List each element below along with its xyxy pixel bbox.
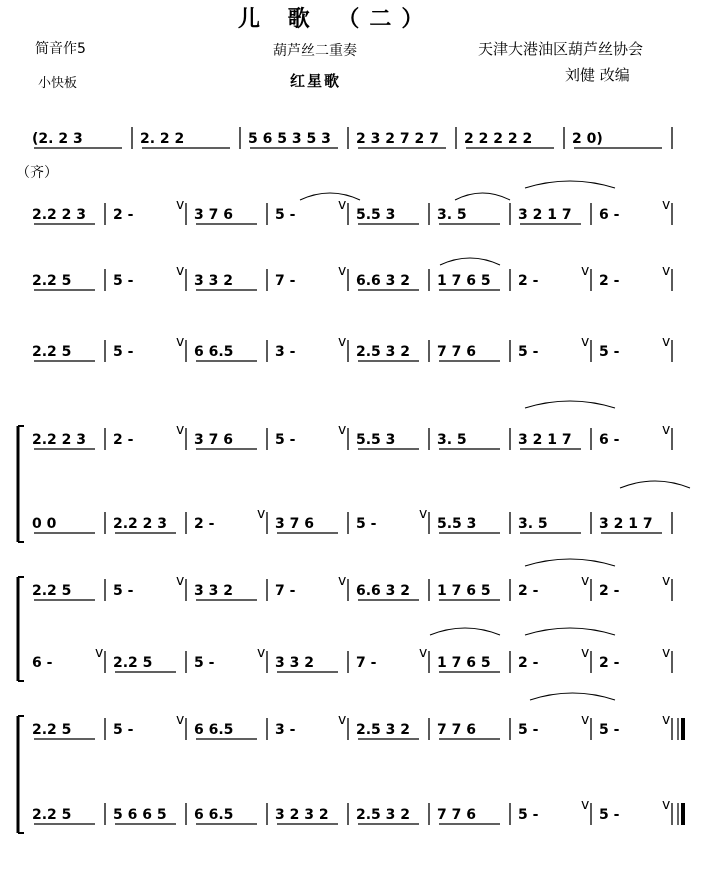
measure-notes: 3 3 2 xyxy=(194,583,233,599)
measure-notes: 5 - xyxy=(599,807,620,823)
measure-notes: 5 - xyxy=(275,207,296,223)
ensemble-label: 葫芦丝二重奏 xyxy=(273,43,357,59)
breath-mark: v xyxy=(662,334,671,350)
measure-notes: 2. 2 2 xyxy=(140,131,185,147)
breath-mark: v xyxy=(176,263,185,279)
measure-notes: 2.2 5 xyxy=(32,344,72,360)
measure-notes: 6.6 3 2 xyxy=(356,583,411,599)
measure-notes: 7 7 6 xyxy=(437,344,476,360)
measure-notes: 7 - xyxy=(275,583,296,599)
measure-notes: 2 - xyxy=(518,655,539,671)
measure-notes: 6.6 3 2 xyxy=(356,273,411,289)
measure-notes: 2 - xyxy=(599,655,620,671)
measure-notes: 7 - xyxy=(356,655,377,671)
measure-notes: 3 3 2 xyxy=(275,655,314,671)
measure-notes: 2 - xyxy=(194,516,215,532)
breath-mark: v xyxy=(662,712,671,728)
measure-notes: 0 0 xyxy=(32,516,57,532)
measure-notes: 5 - xyxy=(599,722,620,738)
key-signature: 简音作5 xyxy=(35,41,86,57)
breath-mark: v xyxy=(662,197,671,213)
arranger-credit: 刘健 改编 xyxy=(565,66,630,84)
breath-mark: v xyxy=(176,422,185,438)
breath-mark: v xyxy=(338,712,347,728)
measure-notes: 2.2 5 xyxy=(32,722,72,738)
breath-mark: v xyxy=(581,797,590,813)
measure-notes: 5 - xyxy=(113,583,134,599)
measure-notes: 5 - xyxy=(275,432,296,448)
measure-notes: (2. 2 3 xyxy=(32,131,83,147)
slur xyxy=(620,481,690,488)
measure-notes: 2 0) xyxy=(572,131,603,147)
measure-notes: 2 2 2 2 2 xyxy=(464,131,533,147)
organization: 天津大港油区葫芦丝协会 xyxy=(478,40,644,58)
measure-notes: 2 - xyxy=(518,583,539,599)
measure-notes: 6 - xyxy=(32,655,53,671)
measure-notes: 5 - xyxy=(113,344,134,360)
tempo-marking: 小快板 xyxy=(38,76,78,91)
measure-notes: 3 7 6 xyxy=(194,432,233,448)
measure-notes: 2.2 2 3 xyxy=(113,516,168,532)
measure-notes: 5 - xyxy=(518,807,539,823)
measure-notes: 7 7 6 xyxy=(437,722,476,738)
breath-mark: v xyxy=(662,797,671,813)
breath-mark: v xyxy=(176,334,185,350)
breath-mark: v xyxy=(176,573,185,589)
measure-notes: 2.2 5 xyxy=(113,655,153,671)
measure-notes: 3 2 1 7 xyxy=(518,432,572,448)
measure-notes: 2 - xyxy=(113,432,134,448)
measure-notes: 6 - xyxy=(599,432,620,448)
measure-notes: 5.5 3 xyxy=(356,207,396,223)
slur xyxy=(440,258,500,265)
measure-notes: 2.5 3 2 xyxy=(356,722,411,738)
measure-notes: 3 2 1 7 xyxy=(599,516,653,532)
measure-notes: 2.2 2 3 xyxy=(32,432,87,448)
breath-mark: v xyxy=(662,422,671,438)
breath-mark: v xyxy=(257,506,266,522)
measure-notes: 2 - xyxy=(113,207,134,223)
measure-notes: 2.2 5 xyxy=(32,807,72,823)
breath-mark: v xyxy=(338,573,347,589)
measure-notes: 3. 5 xyxy=(437,207,467,223)
measure-notes: 5 - xyxy=(356,516,377,532)
page-title: 儿 歌 （二） xyxy=(238,6,434,32)
slur xyxy=(530,693,615,700)
breath-mark: v xyxy=(338,263,347,279)
measure-notes: 1 7 6 5 xyxy=(437,273,491,289)
measure-notes: 3 - xyxy=(275,722,296,738)
measure-notes: 5 - xyxy=(518,722,539,738)
measure-notes: 2.5 3 2 xyxy=(356,807,411,823)
breath-mark: v xyxy=(581,645,590,661)
slur xyxy=(455,193,510,200)
measure-notes: 3 - xyxy=(275,344,296,360)
measure-notes: 2 3 2 7 2 7 xyxy=(356,131,439,147)
measure-notes: 1 7 6 5 xyxy=(437,655,491,671)
measure-notes: 6 - xyxy=(599,207,620,223)
measure-notes: 3. 5 xyxy=(518,516,548,532)
measure-notes: 2.5 3 2 xyxy=(356,344,411,360)
measure-notes: 2 - xyxy=(599,273,620,289)
measure-notes: 5.5 3 xyxy=(356,432,396,448)
breath-mark: v xyxy=(338,422,347,438)
breath-mark: v xyxy=(257,645,266,661)
slur xyxy=(525,628,615,635)
measure-notes: 2 - xyxy=(518,273,539,289)
measure-notes: 3 2 3 2 xyxy=(275,807,329,823)
breath-mark: v xyxy=(419,645,428,661)
measure-notes: 2.2 2 3 xyxy=(32,207,87,223)
measure-notes: 3 7 6 xyxy=(275,516,314,532)
breath-mark: v xyxy=(662,645,671,661)
measure-notes: 2.2 5 xyxy=(32,583,72,599)
slur xyxy=(525,181,615,188)
measure-notes: 5 - xyxy=(113,722,134,738)
breath-mark: v xyxy=(176,712,185,728)
measure-notes: 7 - xyxy=(275,273,296,289)
measure-notes: 1 7 6 5 xyxy=(437,583,491,599)
breath-mark: v xyxy=(419,506,428,522)
slur xyxy=(525,559,615,566)
breath-mark: v xyxy=(662,573,671,589)
breath-mark: v xyxy=(338,334,347,350)
measure-notes: 3 2 1 7 xyxy=(518,207,572,223)
breath-mark: v xyxy=(338,197,347,213)
breath-mark: v xyxy=(662,263,671,279)
breath-mark: v xyxy=(581,573,590,589)
measure-notes: 5.5 3 xyxy=(437,516,477,532)
breath-mark: v xyxy=(581,263,590,279)
measure-notes: 2.2 5 xyxy=(32,273,72,289)
measure-notes: 5 - xyxy=(599,344,620,360)
measure-notes: 5 6 6 5 xyxy=(113,807,167,823)
measure-notes: 3 3 2 xyxy=(194,273,233,289)
measure-notes: 5 - xyxy=(113,273,134,289)
measure-notes: 6 6.5 xyxy=(194,807,234,823)
slur xyxy=(525,401,615,408)
intro-label: （齐） xyxy=(16,165,58,181)
measure-notes: 7 7 6 xyxy=(437,807,476,823)
song-title: 红星歌 xyxy=(290,72,342,90)
slur xyxy=(430,628,500,635)
slur xyxy=(300,193,360,200)
breath-mark: v xyxy=(176,197,185,213)
breath-mark: v xyxy=(581,712,590,728)
measure-notes: 6 6.5 xyxy=(194,722,234,738)
measure-notes: 5 6 5 3 5 3 xyxy=(248,131,331,147)
measure-notes: 3. 5 xyxy=(437,432,467,448)
measure-notes: 2 - xyxy=(599,583,620,599)
measure-notes: 3 7 6 xyxy=(194,207,233,223)
measure-notes: 5 - xyxy=(194,655,215,671)
measure-notes: 6 6.5 xyxy=(194,344,234,360)
measure-notes: 5 - xyxy=(518,344,539,360)
breath-mark: v xyxy=(581,334,590,350)
breath-mark: v xyxy=(95,645,104,661)
